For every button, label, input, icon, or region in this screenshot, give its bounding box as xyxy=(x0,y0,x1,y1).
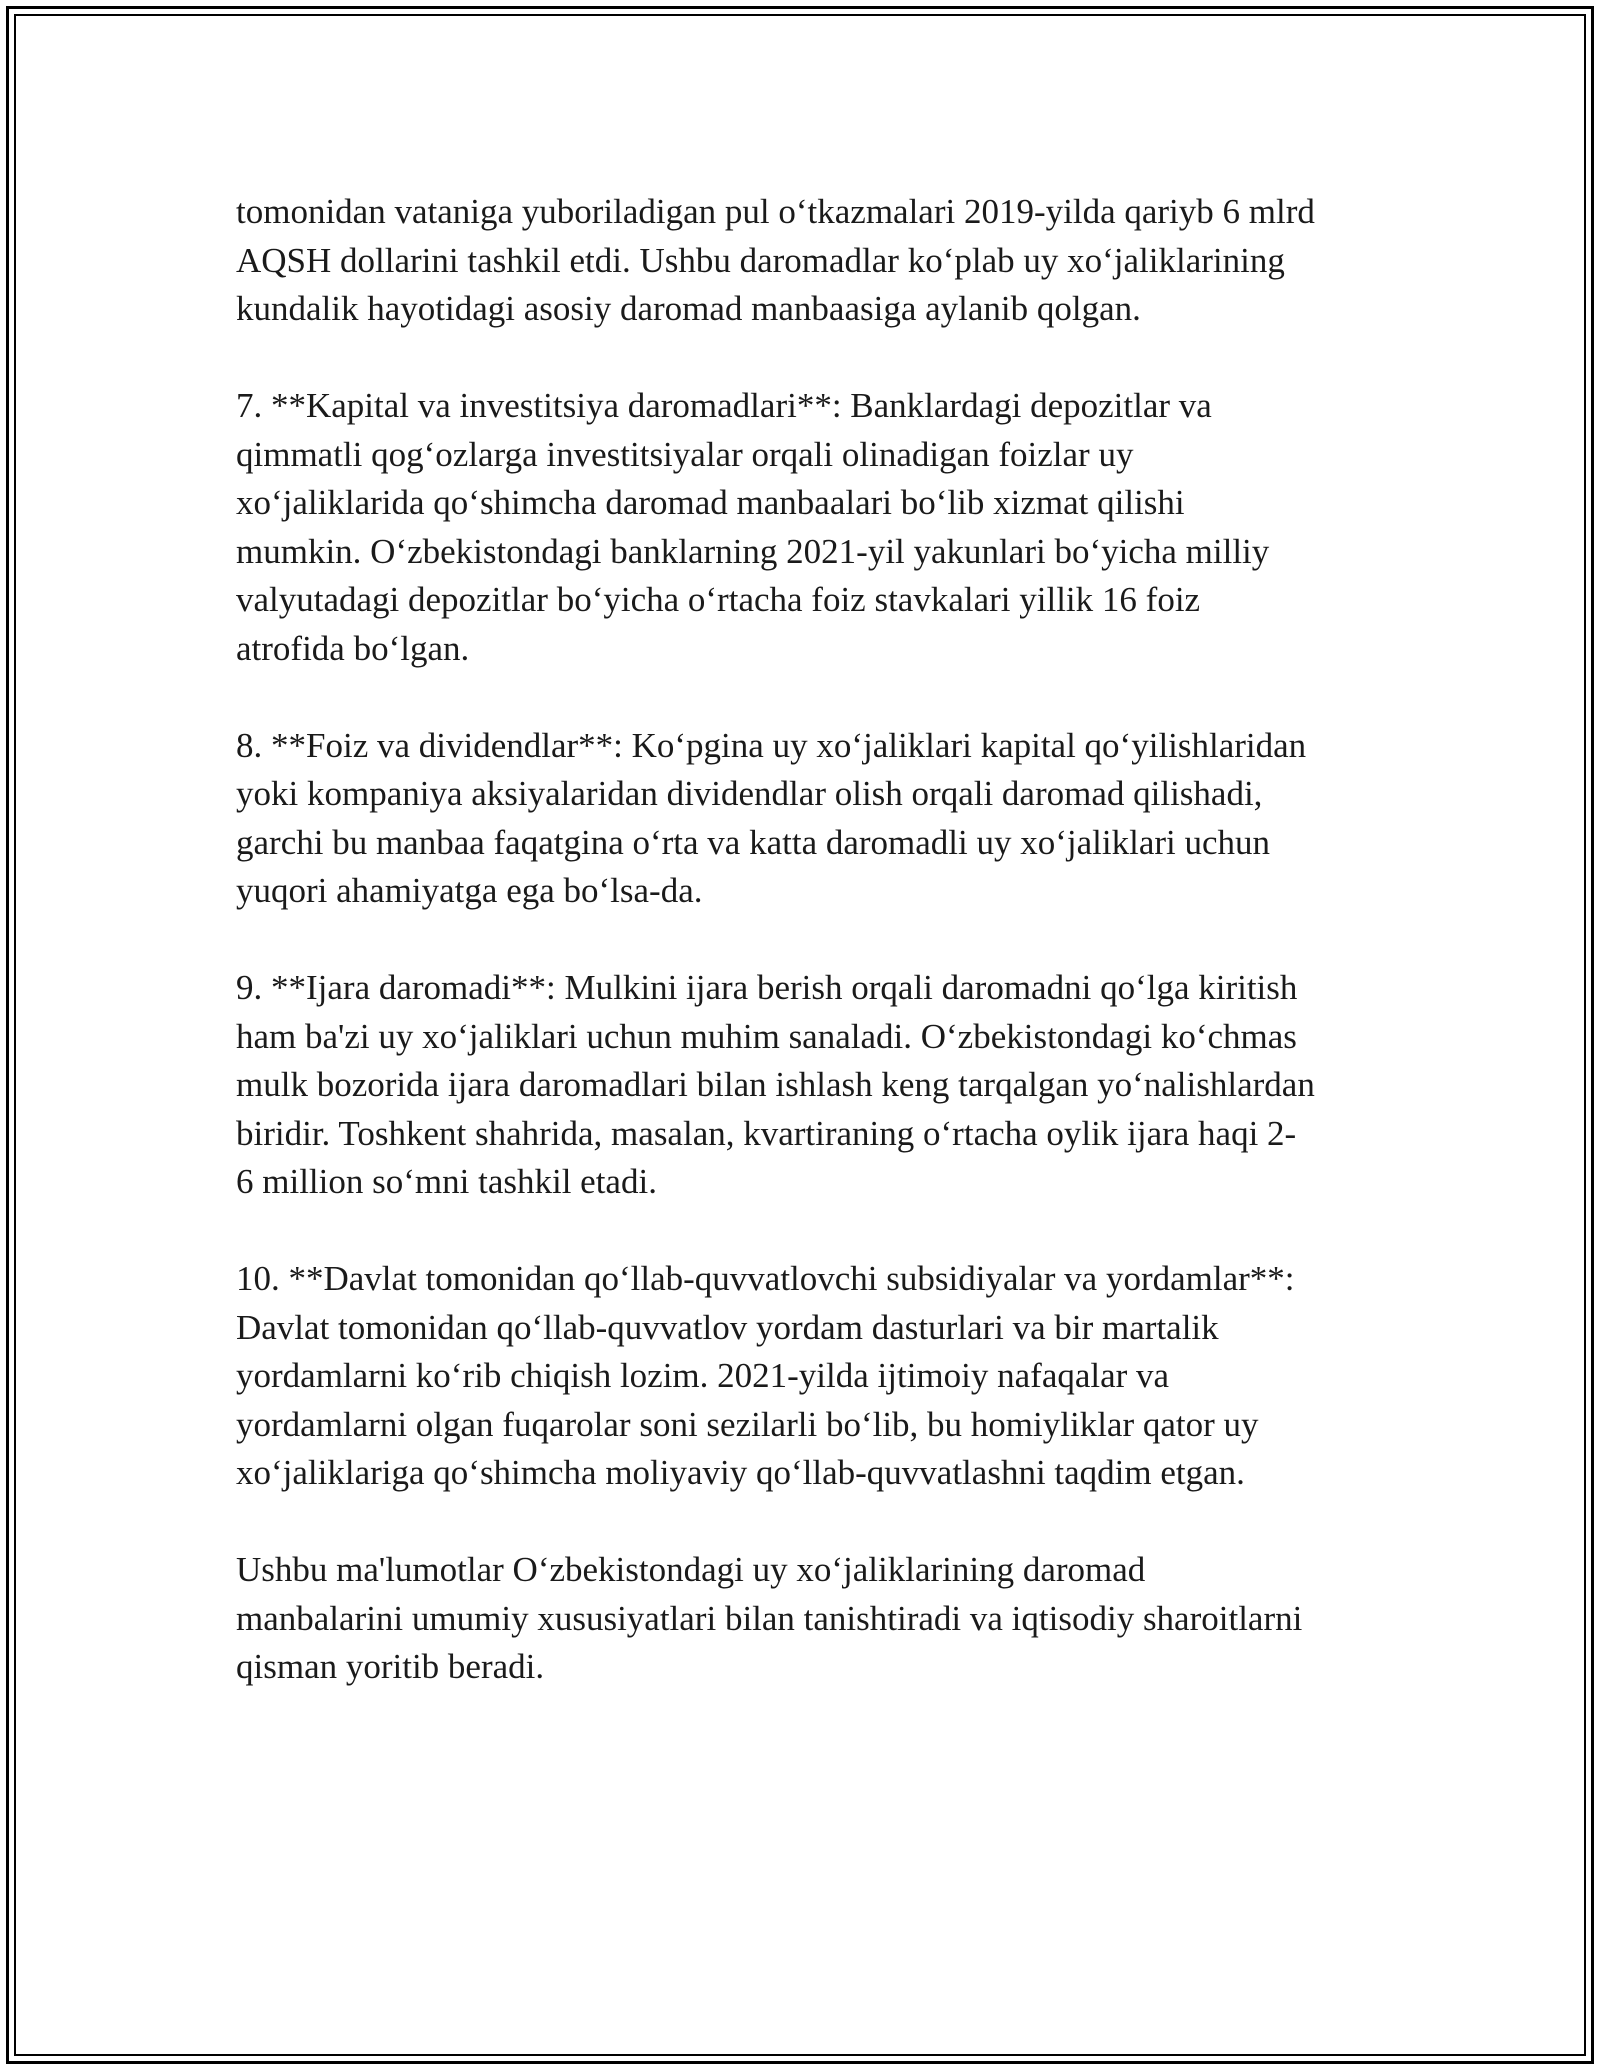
paragraph-conclusion: Ushbu ma'lumotlar Oʻzbekistondagi uy xoʻjaliklarining daromad manbalarini umumiy xususiyatlari bilan tanishtiradi va iqtisodiy sharoitlarni qisman yoritib beradi. xyxy=(236,1550,1303,1686)
paragraph-capital-investment-income: 7. **Kapital va investitsiya daromadlari**: Banklardagi depozitlar va qimmatli qogʻozlarga investitsiyalar orqali olinadigan foizlar uy xoʻjaliklarida qoʻshimcha daromad manbaalari boʻlib xizmat qilishi mumkin. Oʻzbekistondagi banklarning 2021-yil yakunlari boʻyicha milliy valyutadagi depozitlar boʻyicha oʻrtacha foiz stavkalari yillik 16 foiz atrofida boʻlgan. xyxy=(236,386,1270,668)
paragraph-rental-income: 9. **Ijara daromadi**: Mulkini ijara berish orqali daromadni qoʻlga kiritish ham ba'zi uy xoʻjaliklari uchun muhim sanaladi. Oʻzbekistondagi koʻchmas mulk bozorida ijara daromadlari bilan ishlash keng tarqalgan yoʻnalishlardan biridir. Toshkent shahrida, masalan, kvartiraning oʻrtacha oylik ijara haqi 2- 6 million soʻmni tashkil etadi. xyxy=(236,968,1315,1201)
paragraph-government-subsidies: 10. **Davlat tomonidan qoʻllab-quvvatlovchi subsidiyalar va yordamlar**: Davlat tomonidan qoʻllab-quvvatlov yordam dasturlari va bir martalik yordamlarni koʻrib chiqish lozim. 2021-yilda ijtimoiy nafaqalar va yordamlarni olgan fuqarolar soni sezilarli boʻlib, bu homiyliklar qator uy xoʻjaliklariga qoʻshimcha moliyaviy qoʻllab-quvvatlashni taqdim etgan. xyxy=(236,1259,1295,1492)
paragraph-remittances: tomonidan vataniga yuboriladigan pul oʻtkazmalari 2019-yilda qariyb 6 mlrd AQSH dollarini tashkil etdi. Ushbu daromadlar koʻplab uy xoʻjaliklarining kundalik hayotidagi asosiy daromad manbaasiga aylanib qolgan. xyxy=(236,192,1315,328)
document-body xyxy=(236,188,1396,1692)
paragraph-interest-dividends: 8. **Foiz va dividendlar**: Koʻpgina uy xoʻjaliklari kapital qoʻyilishlaridan yoki kompaniya aksiyalaridan dividendlar olish orqali daromad qilishadi, garchi bu manbaa faqatgina oʻrta va katta daromadli uy xoʻjaliklari uchun yuqori ahamiyatga ega boʻlsa-da. xyxy=(236,725,1307,910)
